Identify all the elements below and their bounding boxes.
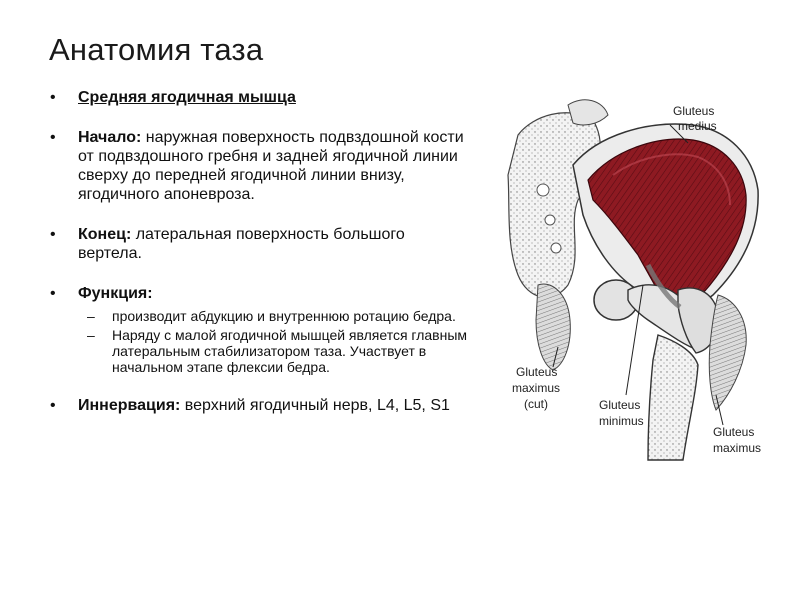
label-gluteus-maximus-2: maximus [713, 441, 762, 455]
dash-glyph: – [87, 327, 95, 343]
innervation-label: Иннервация: [78, 397, 181, 414]
label-gluteus-minimus-1: Gluteus [599, 398, 641, 412]
function-label: Функция: [78, 285, 153, 302]
bullet-origin [50, 128, 470, 204]
insertion-text: латеральная поверхность большого вертела. [78, 226, 405, 262]
hip-muscle-drawing [498, 95, 773, 465]
label-gluteus-maximus-1: Gluteus [713, 425, 755, 439]
label-gluteus-medius-1: Gluteus [673, 104, 715, 118]
sacral-foramen [537, 184, 549, 196]
bullet-list [50, 88, 470, 415]
bullet-glyph: • [50, 226, 56, 243]
sacral-foramen [551, 243, 561, 253]
slide-title: Анатомия таза [49, 32, 264, 67]
innervation-text: верхний ягодичный нерв, L4, L5, S1 [180, 397, 450, 414]
label-gluteus-minimus-2: minimus [599, 414, 644, 428]
anatomy-illustration [498, 95, 773, 465]
insertion-label: Конец: [78, 226, 132, 243]
function-subitem-text: Наряду с малой ягодичной мышцей является главным латеральным стабилизатором таза. Участвует в начальном этапе флексии бедра. [112, 327, 468, 375]
origin-label: Начало: [78, 129, 142, 146]
bullet-muscle-name [50, 88, 470, 107]
label-gluteus-maximus-cut-2: maximus [512, 381, 561, 395]
origin-text: наружная поверхность подвздошной кости от подвздошного гребня и задней ягодичной линии сверху до передней ягодичной линии внизу, ягодичного апоневроза. [78, 129, 464, 203]
label-gluteus-medius-2: medius [678, 119, 717, 133]
bullet-glyph: • [50, 397, 56, 414]
sacral-foramen [545, 215, 555, 225]
bullet-glyph: • [50, 89, 56, 106]
function-subitem [87, 327, 470, 375]
label-gluteus-maximus-cut-1: Gluteus [516, 365, 558, 379]
vertebra-top [568, 100, 608, 125]
gluteus-maximus-cut-shape [536, 284, 570, 370]
label-gluteus-maximus-cut-3: (cut) [524, 397, 548, 411]
femur-shaft [648, 335, 698, 460]
bullet-insertion [50, 225, 470, 263]
function-sublist [78, 308, 470, 375]
function-subitem [87, 308, 470, 324]
bullet-function [50, 284, 470, 375]
bullet-glyph: • [50, 285, 56, 302]
bullet-innervation [50, 396, 470, 415]
dash-glyph: – [87, 308, 95, 324]
gluteus-maximus-shape [709, 295, 746, 410]
bullet-glyph: • [50, 129, 56, 146]
function-subitem-text: производит абдукцию и внутреннюю ротацию бедра. [112, 308, 456, 324]
muscle-heading: Средняя ягодичная мышца [78, 89, 296, 106]
